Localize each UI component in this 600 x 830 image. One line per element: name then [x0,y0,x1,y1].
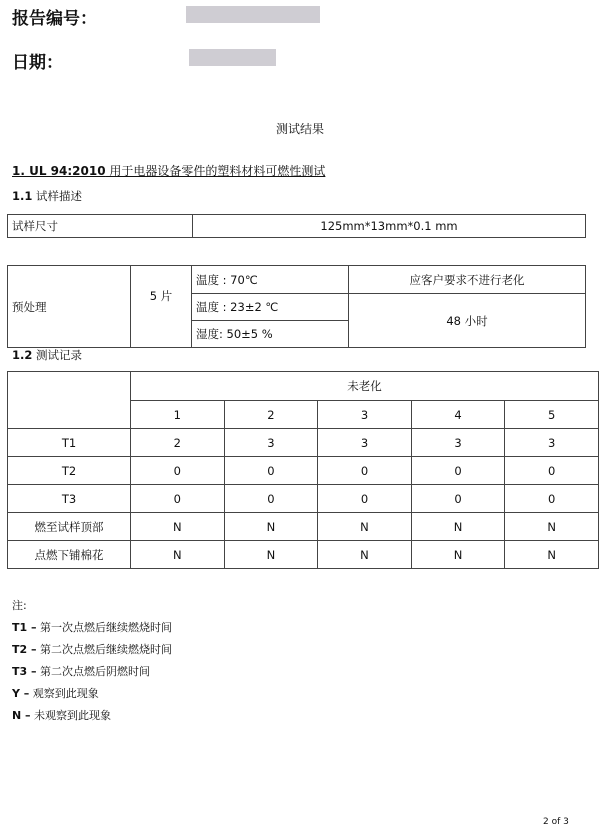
cell: 3 [318,429,412,457]
note-item [12,641,172,657]
col-header: 3 [318,401,412,429]
record-group-header: 未老化 [131,372,599,401]
cell: N [411,513,505,541]
note-item [12,619,172,635]
row-label: T1 [8,429,131,457]
cell: 3 [411,429,505,457]
section-1-heading [12,162,325,179]
date-label: 日期： [12,53,63,73]
section-1-2-number: 1.2 [12,348,33,362]
section-1-1-title: 试样描述 [32,189,83,203]
note-key: N – [12,709,31,722]
cell: N [131,541,225,569]
table-row [8,485,599,513]
section-1-title: 用于电器设备零件的塑料材料可燃性测试 [105,164,326,178]
note-key: Y – [12,687,30,700]
row-label: T3 [8,485,131,513]
aging-note: 应客户要求不进行老化 [349,266,586,294]
preconditioning-table [7,265,586,348]
redacted-report-number [186,6,320,23]
document-title: 测试结果 [275,122,324,136]
row-label: 点燃下铺棉花 [8,541,131,569]
section-1-2-title: 测试记录 [32,348,83,362]
record-empty-cell [8,401,131,429]
notes-title: 注: [12,599,27,612]
row-label: 燃至试样顶部 [8,513,131,541]
cell: N [318,513,412,541]
note-text: 第二次点燃后阴燃时间 [36,665,150,678]
cell: N [318,541,412,569]
cell: N [224,513,318,541]
note-item [12,707,111,723]
note-text: 观察到此现象 [29,687,99,700]
table-row [8,513,599,541]
col-header: 2 [224,401,318,429]
cell: 0 [318,485,412,513]
cell: N [505,513,599,541]
section-1-1-heading [12,188,82,204]
specimen-size-label: 试样尺寸 [8,215,193,238]
note-text: 第二次点燃后继续燃烧时间 [36,643,172,656]
cell: 0 [131,457,225,485]
report-number-label: 报告编号： [12,9,97,29]
note-text: 第一次点燃后继续燃烧时间 [36,621,172,634]
cell: N [411,541,505,569]
col-header: 1 [131,401,225,429]
specimen-size-value: 125mm*13mm*0.1 mm [193,215,586,238]
cell: 3 [505,429,599,457]
preconditioning-label: 预处理 [8,266,131,348]
note-text: 未观察到此现象 [30,709,112,722]
col-header: 5 [505,401,599,429]
col-header: 4 [411,401,505,429]
cell: 0 [505,485,599,513]
note-key: T3 – [12,665,37,678]
temperature-2: 温度 : 23±2 ℃ [192,294,349,321]
section-1-number: 1. UL 94:2010 [12,164,106,178]
cell: 3 [224,429,318,457]
cell: 2 [131,429,225,457]
cell: 0 [318,457,412,485]
note-item [12,685,99,701]
temperature-1: 温度 : 70℃ [192,266,349,294]
page-number: 2 of 3 [543,817,569,827]
table-row [8,541,599,569]
cell: N [505,541,599,569]
cell: 0 [505,457,599,485]
note-item [12,663,150,679]
table-row [8,429,599,457]
cell: 0 [411,457,505,485]
note-key: T1 – [12,621,37,634]
duration: 48 小时 [349,294,586,348]
cell: 0 [224,457,318,485]
cell: N [224,541,318,569]
section-1-1-number: 1.1 [12,189,33,203]
cell: N [131,513,225,541]
note-key: T2 – [12,643,37,656]
cell: 0 [131,485,225,513]
humidity: 湿度: 50±5 % [192,321,349,348]
specimen-count: 5 片 [131,266,192,348]
test-record-table [7,371,599,569]
record-corner-cell [8,372,131,401]
row-label: T2 [8,457,131,485]
section-1-2-heading [12,347,82,363]
redacted-date [189,49,276,66]
cell: 0 [224,485,318,513]
table-row [8,457,599,485]
cell: 0 [411,485,505,513]
specimen-table [7,214,586,238]
